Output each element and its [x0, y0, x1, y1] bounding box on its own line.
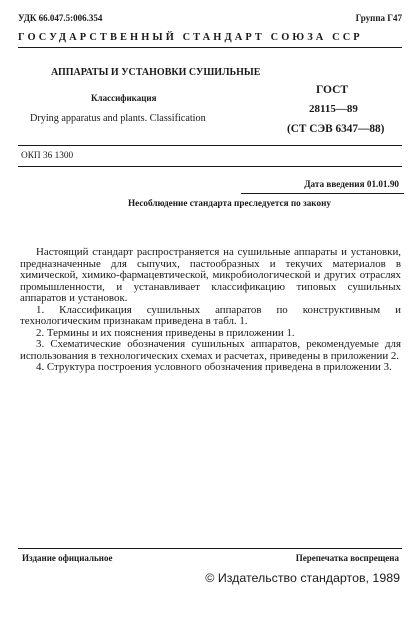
gost-label: ГОСТ — [316, 84, 349, 96]
paragraph-3: 3. Схематические обозначения сушильных аппаратов, рекомендуемые для использования в технологических схемах и расчетах, приведены в приложении 2. — [20, 338, 401, 362]
header-divider — [18, 47, 402, 48]
reprint-note: Перепечатка воспрещена — [295, 553, 399, 563]
document-subtitle: Классификация — [91, 93, 157, 103]
footer-divider — [18, 548, 402, 549]
date-underline — [241, 193, 404, 194]
paragraph-1: 1. Классификация сушильных аппаратов по конструктивным и технологическим признакам приведена в табл. 1. — [20, 303, 401, 328]
document-title: АППАРАТЫ И УСТАНОВКИ СУШИЛЬНЫЕ — [51, 67, 261, 78]
paragraph-4: 4. Структура построения условного обозначения приведена в приложении 3. — [36, 361, 392, 374]
copyright-text: © Издательство стандартов, 1989 — [205, 571, 400, 585]
effective-date — [304, 179, 399, 189]
okp-code: ОКП 36 1300 — [21, 151, 74, 161]
warning-notice: Несоблюдение стандарта преследуется по закону — [128, 198, 331, 208]
edition-note: Издание официальное — [22, 553, 113, 563]
paragraph-2: 2. Термины и их пояснения приведены в приложении 1. — [36, 326, 295, 339]
paragraph-intro: Настоящий стандарт распространяется на сушильные аппараты и установки, предназначенные для сыпучих, пастообразных и текучих материалов в химической, химико-фармацевтической, микробиологической и других отраслях промышленности, и устанавливает классификацию типовых сушильных аппаратов и установок. — [20, 246, 401, 305]
body-text — [20, 247, 401, 374]
group-code: Группа Г47 — [355, 13, 402, 23]
okp-divider — [18, 166, 402, 167]
title-divider — [18, 145, 402, 146]
st-sev-number: (СТ СЭВ 6347—88) — [287, 123, 385, 135]
date-value: 01.01.90 — [366, 179, 399, 189]
english-title: Drying apparatus and plants. Classification — [30, 113, 206, 124]
date-label: Дата введения — [304, 179, 365, 189]
udk-code: УДК 66.047.5:006.354 — [18, 13, 103, 23]
gost-number: 28115—89 — [309, 103, 358, 115]
standard-title: ГОСУДАРСТВЕННЫЙ СТАНДАРТ СОЮЗА ССР — [18, 32, 363, 43]
